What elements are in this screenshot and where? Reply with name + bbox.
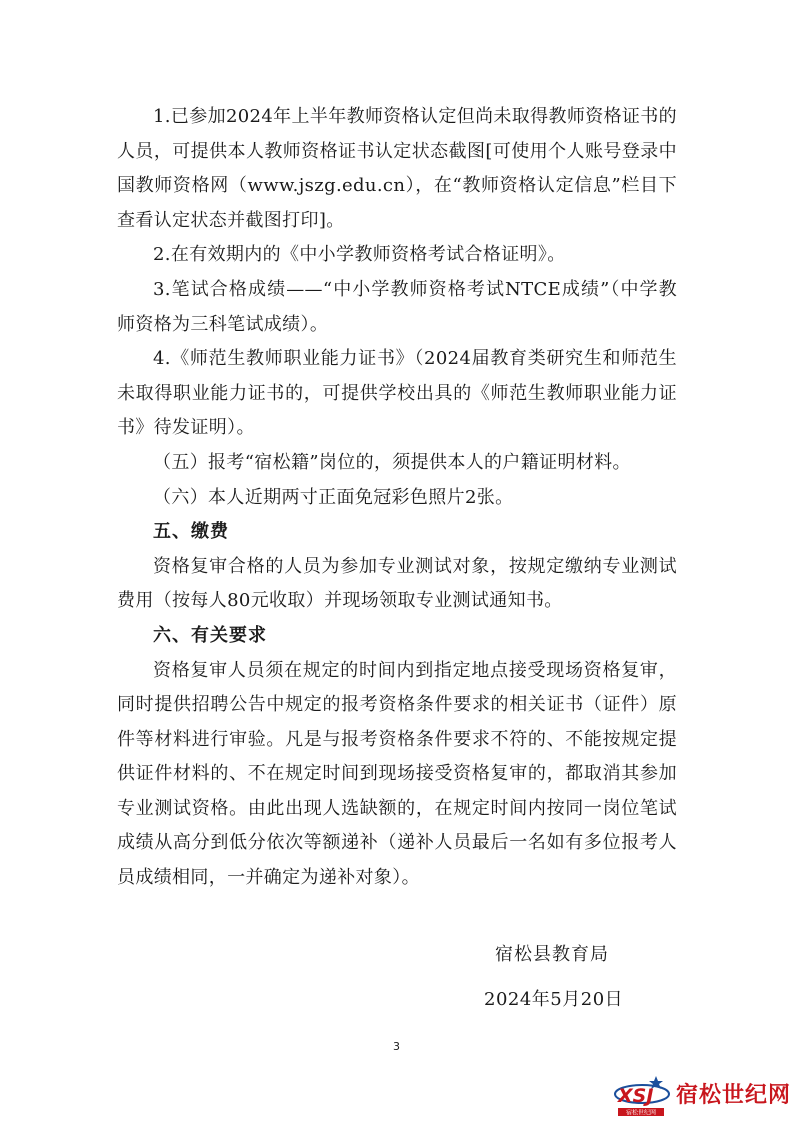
paragraph: （六）本人近期两寸正面免冠彩色照片2张。 [153, 486, 514, 508]
paragraph: 资格复审人员须在规定的时间内到指定地点接受现场资格复审，同时提供招聘公告中规定的报考资格条件要求的相关证书（证件）原件等材料进行审验。凡是与报考资格条件要求不符的、不能按规定提供证件材料的、不在规定时间到现场接受资格复审的，都取消其参加专业测试资格。由此出现人选缺额的，在规定时间内按同一岗位笔试成绩从高分到低分依次等额递补（递补人员最后一名如有多位报考人员成绩相同，一并确定为递补对象）。 [117, 659, 677, 889]
paragraph: （五）报考“宿松籍”岗位的，须提供本人的户籍证明材料。 [153, 451, 631, 473]
signature-date: 2024年5月20日 [484, 989, 624, 1010]
watermark-site-name: 宿松世纪网 [676, 1083, 792, 1108]
paragraph: 3.笔试合格成绩——“中小学教师资格考试NTCE成绩”（中学教师资格为三科笔试成绩）。 [117, 278, 677, 335]
logo-letters: XSJ [618, 1085, 654, 1107]
page-number: 3 [393, 1040, 400, 1053]
signature-organization: 宿松县教育局 [495, 944, 609, 965]
paragraph: 2.在有效期内的《中小学教师资格考试合格证明》。 [153, 244, 566, 266]
paragraph: 资格复审合格的人员为参加专业测试对象，按规定缴纳专业测试费用（按每人80元收取）并现场领取专业测试通知书。 [117, 555, 677, 612]
section-heading: 五、缴费 [153, 521, 229, 543]
section-heading: 六、有关要求 [153, 624, 267, 646]
logo-subtext: 宿松世纪网 [625, 1109, 657, 1117]
site-watermark [612, 1072, 790, 1118]
body-text [117, 100, 677, 896]
paragraph: 1.已参加2024年上半年教师资格认定但尚未取得教师资格证书的人员，可提供本人教师资格证书认定状态截图[可使用个人账号登录中国教师资格网（www.jszg.edu.cn），在“教师资格认定信息”栏目下查看认定状态并截图打印]。 [117, 106, 677, 231]
site-logo-icon [612, 1072, 674, 1118]
paragraph: 4.《师范生教师职业能力证书》（2024届教育类研究生和师范生未取得职业能力证书的，可提供学校出具的《师范生教师职业能力证书》待发证明）。 [117, 348, 677, 439]
